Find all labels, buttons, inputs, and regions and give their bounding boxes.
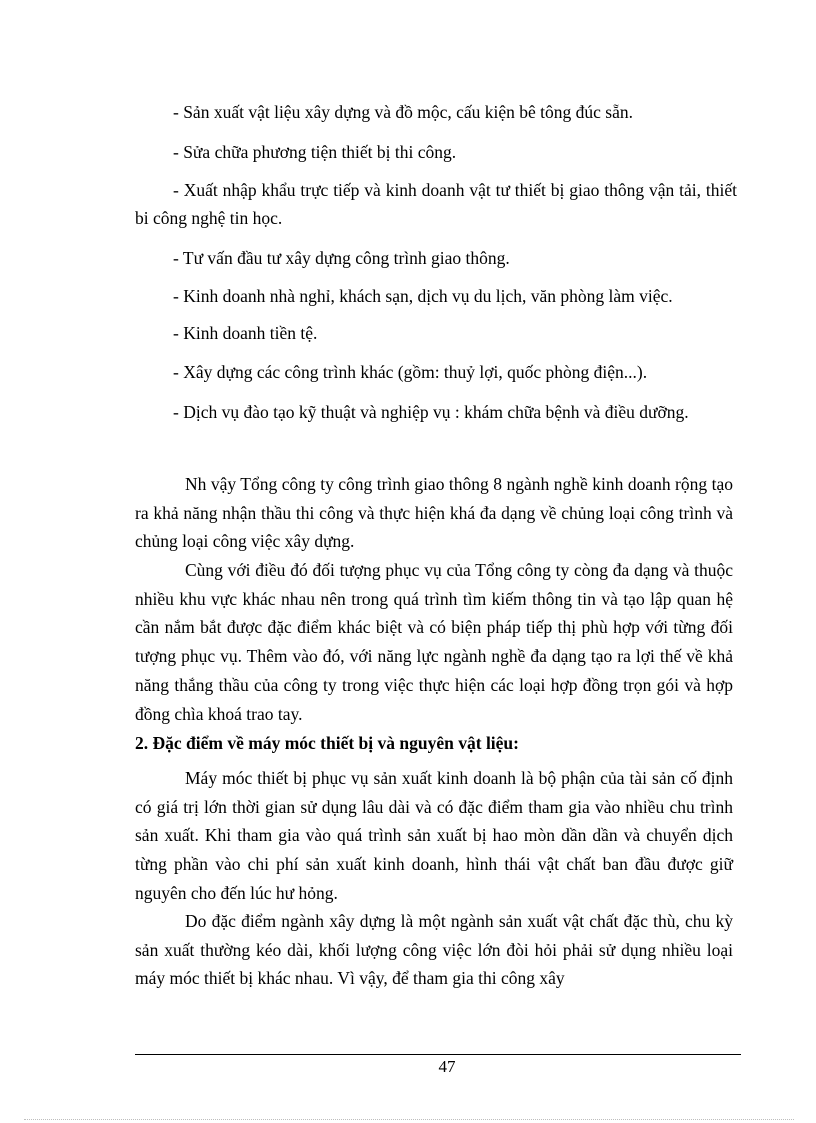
body-paragraph: Máy móc thiết bị phục vụ sản xuất kinh doanh là bộ phận của tài sản cố định có giá trị lớn thời gian sử dụng lâu dài và có đặc điểm tham gia vào nhiều chu trình sản xuất. Khi tham gia vào quá trình sản xuất bị hao mòn dần dần và chuyển dịch từng phần vào chi phí sản xuất kinh doanh, hình thái vật chất ban đầu được giữ nguyên cho đến lúc hư hỏng.	[135, 768, 733, 903]
bullet-item: - Xây dựng các công trình khác (gồm: thuỷ lợi, quốc phòng điện...).	[173, 362, 648, 382]
bullet-item: - Xuất nhập khẩu trực tiếp và kinh doanh vật tư thiết bị giao thông vận tải, thiết bi công nghệ tin học.	[135, 180, 737, 228]
page-edge-divider	[24, 1119, 794, 1120]
bullet-item: - Kinh doanh tiền tệ.	[173, 323, 318, 343]
bullet-item: - Tư vấn đầu tư xây dựng công trình giao thông.	[173, 248, 510, 268]
page-number: 47	[438, 1057, 456, 1076]
bullet-item: - Sản xuất vật liệu xây dựng và đồ mộc, cấu kiện bê tông đúc sẵn.	[173, 102, 633, 122]
section-heading: 2. Đặc điểm về máy móc thiết bị và nguyên vật liệu:	[135, 733, 519, 753]
bullet-item: - Sửa chữa phương tiện thiết bị thi công.	[173, 142, 457, 162]
body-paragraph: Nh vậy Tổng công ty công trình giao thông 8 ngành nghề kinh doanh rộng tạo ra khả năng nhận thầu thi công và thực hiện khá đa dạng về chủng loại công trình và chủng loại công việc xây dựng.	[135, 474, 733, 552]
bullet-item: - Dịch vụ đào tạo kỹ thuật và nghiệp vụ : khám chữa bệnh và điều dưỡng.	[173, 402, 689, 422]
body-paragraph: Cùng với điều đó đối tượng phục vụ của Tổng công ty còng đa dạng và thuộc nhiều khu vực khác nhau nên trong quá trình tìm kiếm thông tin và tạo lập quan hệ cần nắm bắt được đặc điểm khác biệt và có biện pháp tiếp thị phù hợp với từng đối tượng phục vụ. Thêm vào đó, với năng lực ngành nghề đa dạng tạo ra lợi thế về khả năng thắng thầu của công ty trong việc thực hiện các loại hợp đồng trọn gói và hợp đồng chìa khoá trao tay.	[135, 560, 733, 724]
bullet-item: - Kinh doanh nhà nghỉ, khách sạn, dịch vụ du lịch, văn phòng làm việc.	[173, 286, 673, 306]
footer-divider	[135, 1054, 741, 1055]
body-paragraph: Do đặc điểm ngành xây dựng là một ngành sản xuất vật chất đặc thù, chu kỳ sản xuất thường kéo dài, khối lượng công việc lớn đòi hỏi phải sử dụng nhiều loại máy móc thiết bị khác nhau. Vì vậy, để tham gia thi công xây	[135, 911, 733, 989]
